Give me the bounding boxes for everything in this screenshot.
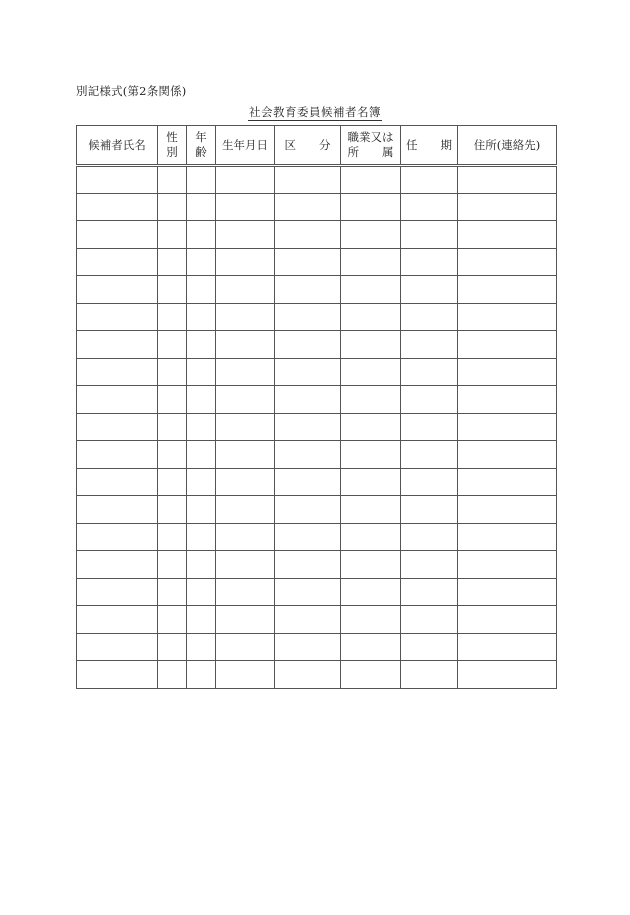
table-cell[interactable] — [401, 303, 458, 331]
table-cell[interactable] — [458, 166, 557, 194]
table-cell[interactable] — [401, 358, 458, 386]
table-cell[interactable] — [187, 248, 216, 276]
table-cell[interactable] — [187, 413, 216, 441]
table-cell[interactable] — [401, 633, 458, 661]
table-row — [77, 386, 557, 414]
table-cell[interactable] — [458, 331, 557, 359]
table-cell[interactable] — [401, 606, 458, 634]
table-cell[interactable] — [158, 633, 187, 661]
table-cell[interactable] — [216, 221, 275, 249]
table-cell[interactable] — [341, 606, 401, 634]
table-cell[interactable] — [77, 468, 158, 496]
table-cell[interactable] — [187, 468, 216, 496]
table-row — [77, 441, 557, 469]
table-cell[interactable] — [275, 551, 341, 579]
table-row — [77, 496, 557, 524]
table-cell[interactable] — [458, 468, 557, 496]
table-cell[interactable] — [187, 331, 216, 359]
table-cell[interactable] — [341, 276, 401, 304]
table-cell[interactable] — [458, 221, 557, 249]
table-cell[interactable] — [341, 633, 401, 661]
table-row — [77, 551, 557, 579]
table-cell[interactable] — [216, 468, 275, 496]
table-cell[interactable] — [341, 386, 401, 414]
table-cell[interactable] — [77, 578, 158, 606]
table-row — [77, 578, 557, 606]
table-cell[interactable] — [275, 276, 341, 304]
header-row — [77, 126, 557, 166]
table-cell[interactable] — [401, 413, 458, 441]
table-cell[interactable] — [458, 523, 557, 551]
header-candidate-name: 候補者氏名 — [77, 126, 158, 166]
table-cell[interactable] — [158, 661, 187, 689]
table-cell[interactable] — [187, 496, 216, 524]
table-cell[interactable] — [77, 606, 158, 634]
table-cell[interactable] — [187, 193, 216, 221]
table-cell[interactable] — [341, 248, 401, 276]
table-cell[interactable] — [401, 386, 458, 414]
table-cell[interactable] — [341, 413, 401, 441]
table-cell[interactable] — [187, 578, 216, 606]
table-cell[interactable] — [275, 166, 341, 194]
table-cell[interactable] — [401, 551, 458, 579]
table-cell[interactable] — [341, 193, 401, 221]
table-cell[interactable] — [401, 441, 458, 469]
table-cell[interactable] — [187, 441, 216, 469]
table-cell[interactable] — [458, 633, 557, 661]
table-cell[interactable] — [216, 193, 275, 221]
table-cell[interactable] — [77, 661, 158, 689]
table-cell[interactable] — [77, 303, 158, 331]
table-cell[interactable] — [341, 441, 401, 469]
table-cell[interactable] — [401, 331, 458, 359]
header-occupation: 職業又は 所 属 — [341, 126, 401, 166]
table-cell[interactable] — [458, 606, 557, 634]
table-cell[interactable] — [458, 413, 557, 441]
table-cell[interactable] — [187, 303, 216, 331]
table-cell[interactable] — [275, 413, 341, 441]
table-cell[interactable] — [77, 496, 158, 524]
table-cell[interactable] — [275, 386, 341, 414]
table-cell[interactable] — [187, 166, 216, 194]
header-birthdate: 生年月日 — [216, 126, 275, 166]
table-cell[interactable] — [187, 358, 216, 386]
table-cell[interactable] — [401, 523, 458, 551]
table-cell[interactable] — [216, 441, 275, 469]
table-cell[interactable] — [275, 468, 341, 496]
table-cell[interactable] — [187, 633, 216, 661]
table-cell[interactable] — [158, 578, 187, 606]
table-cell[interactable] — [216, 661, 275, 689]
table-cell[interactable] — [187, 661, 216, 689]
header-age: 年 齢 — [187, 126, 216, 166]
table-cell[interactable] — [158, 441, 187, 469]
table-cell[interactable] — [341, 358, 401, 386]
table-cell[interactable] — [275, 248, 341, 276]
table-cell[interactable] — [187, 386, 216, 414]
table-cell[interactable] — [216, 413, 275, 441]
table-cell[interactable] — [275, 523, 341, 551]
table-cell[interactable] — [275, 221, 341, 249]
table-cell[interactable] — [401, 221, 458, 249]
table-cell[interactable] — [275, 661, 341, 689]
table-row — [77, 276, 557, 304]
table-cell[interactable] — [216, 166, 275, 194]
candidate-register-table — [76, 125, 557, 689]
document-title — [0, 104, 630, 120]
table-cell[interactable] — [187, 551, 216, 579]
table-cell[interactable] — [77, 358, 158, 386]
table-cell[interactable] — [158, 413, 187, 441]
table-cell[interactable] — [275, 633, 341, 661]
header-category: 区 分 — [275, 126, 341, 166]
table-row — [77, 468, 557, 496]
document-title-text: 社会教育委員候補者名簿 — [249, 105, 381, 119]
table-cell[interactable] — [401, 496, 458, 524]
table-cell[interactable] — [458, 578, 557, 606]
table-cell[interactable] — [458, 551, 557, 579]
table-row — [77, 633, 557, 661]
header-address: 住所(連絡先) — [458, 126, 557, 166]
table-cell[interactable] — [158, 221, 187, 249]
table-cell[interactable] — [341, 523, 401, 551]
table-cell[interactable] — [158, 358, 187, 386]
table-cell[interactable] — [158, 248, 187, 276]
table-cell[interactable] — [275, 193, 341, 221]
table-cell[interactable] — [216, 248, 275, 276]
table-row — [77, 606, 557, 634]
table-cell[interactable] — [158, 193, 187, 221]
table-cell[interactable] — [158, 606, 187, 634]
table-cell[interactable] — [77, 166, 158, 194]
table-cell[interactable] — [187, 276, 216, 304]
table-cell[interactable] — [341, 303, 401, 331]
table-cell[interactable] — [77, 386, 158, 414]
table-cell[interactable] — [275, 496, 341, 524]
table-row — [77, 413, 557, 441]
table-cell[interactable] — [77, 331, 158, 359]
table-cell[interactable] — [187, 523, 216, 551]
table-cell[interactable] — [187, 606, 216, 634]
table-cell[interactable] — [216, 276, 275, 304]
table-cell[interactable] — [216, 358, 275, 386]
header-sex: 性 別 — [158, 126, 187, 166]
table-cell[interactable] — [158, 523, 187, 551]
table-cell[interactable] — [158, 303, 187, 331]
table-cell[interactable] — [458, 358, 557, 386]
table-row — [77, 248, 557, 276]
table-row — [77, 523, 557, 551]
table-cell[interactable] — [216, 496, 275, 524]
table-cell[interactable] — [401, 468, 458, 496]
table-cell[interactable] — [216, 523, 275, 551]
table-cell[interactable] — [216, 331, 275, 359]
table-cell[interactable] — [275, 331, 341, 359]
table-cell[interactable] — [275, 606, 341, 634]
table-cell[interactable] — [216, 386, 275, 414]
table-row — [77, 166, 557, 194]
table-cell[interactable] — [216, 578, 275, 606]
table-cell[interactable] — [158, 496, 187, 524]
table-cell[interactable] — [216, 633, 275, 661]
table-cell[interactable] — [275, 441, 341, 469]
table-cell[interactable] — [458, 441, 557, 469]
table-cell[interactable] — [158, 276, 187, 304]
table-cell[interactable] — [77, 633, 158, 661]
table-row — [77, 661, 557, 689]
table-row — [77, 221, 557, 249]
table-cell[interactable] — [401, 193, 458, 221]
table-cell[interactable] — [341, 331, 401, 359]
table-cell[interactable] — [158, 331, 187, 359]
table-cell[interactable] — [187, 221, 216, 249]
table-cell[interactable] — [77, 441, 158, 469]
table-cell[interactable] — [77, 551, 158, 579]
table-cell[interactable] — [158, 551, 187, 579]
table-cell[interactable] — [216, 606, 275, 634]
table-cell[interactable] — [458, 248, 557, 276]
table-cell[interactable] — [158, 386, 187, 414]
table-cell[interactable] — [401, 578, 458, 606]
table-cell[interactable] — [401, 166, 458, 194]
table-cell[interactable] — [216, 303, 275, 331]
table-cell[interactable] — [341, 468, 401, 496]
table-cell[interactable] — [401, 248, 458, 276]
table-cell[interactable] — [458, 276, 557, 304]
table-cell[interactable] — [458, 193, 557, 221]
table-row — [77, 331, 557, 359]
table-cell[interactable] — [341, 661, 401, 689]
table-cell[interactable] — [77, 248, 158, 276]
table-cell[interactable] — [77, 413, 158, 441]
table-cell[interactable] — [77, 193, 158, 221]
register-body — [77, 166, 557, 689]
form-note: 別記様式(第2条関係) — [76, 84, 187, 98]
table-cell[interactable] — [458, 496, 557, 524]
table-cell[interactable] — [77, 523, 158, 551]
table-cell[interactable] — [341, 496, 401, 524]
table-row — [77, 193, 557, 221]
table-cell[interactable] — [458, 386, 557, 414]
table-cell[interactable] — [458, 303, 557, 331]
table-cell[interactable] — [275, 578, 341, 606]
table-cell[interactable] — [458, 661, 557, 689]
table-cell[interactable] — [341, 578, 401, 606]
table-cell[interactable] — [341, 221, 401, 249]
header-term: 任 期 — [401, 126, 458, 166]
table-cell[interactable] — [341, 551, 401, 579]
table-row — [77, 303, 557, 331]
table-cell[interactable] — [158, 468, 187, 496]
table-cell[interactable] — [401, 661, 458, 689]
table-cell[interactable] — [158, 166, 187, 194]
table-cell[interactable] — [401, 276, 458, 304]
table-cell[interactable] — [216, 551, 275, 579]
table-cell[interactable] — [77, 276, 158, 304]
table-cell[interactable] — [275, 303, 341, 331]
table-cell[interactable] — [77, 221, 158, 249]
table-cell[interactable] — [341, 166, 401, 194]
table-cell[interactable] — [275, 358, 341, 386]
table-row — [77, 358, 557, 386]
